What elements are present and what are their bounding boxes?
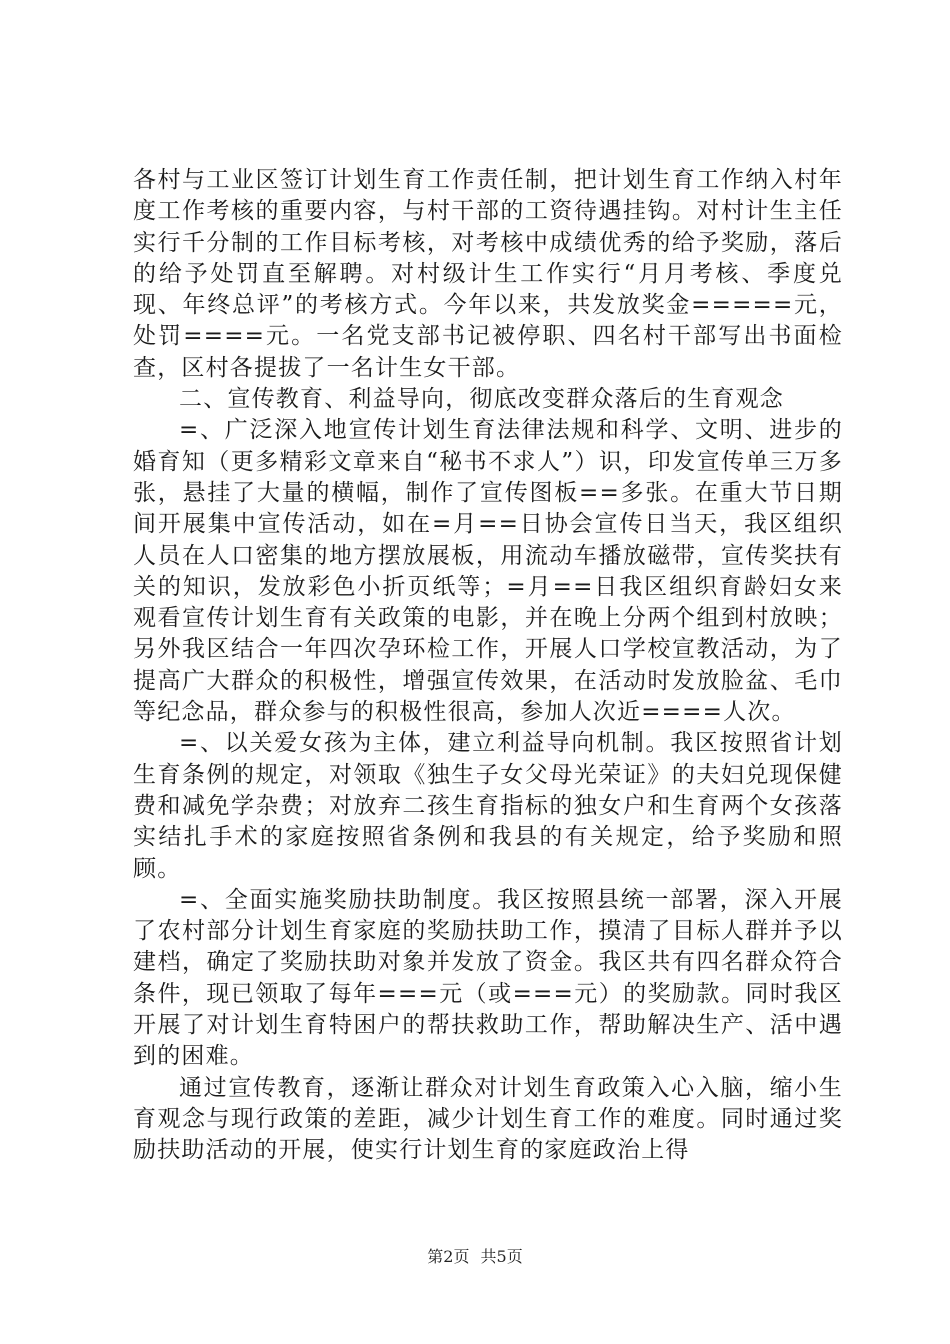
paragraph-publicity-campaign: =、广泛深入地宣传计划生育法律法规和科学、文明、进步的婚育知（更多精彩文章来自“秘书不求人”）识，印发宣传单三万多张，悬挂了大量的横幅，制作了宣传图板==多张。在重大节日期间开展集中宣传活动，如在=月==日协会宣传日当天，我区组织人员在人口密集的地方摆放展板，用流动车播放磁带，宣传奖扶有关的知识，发放彩色小折页纸等；=月==日我区组织育龄妇女来观看宣传计划生育有关政策的电影，并在晚上分两个组到村放映；另外我区结合一年四次孕环检工作，开展人口学校宣教活动，为了提高广大群众的积极性，增强宣传效果，在活动时发放脸盆、毛巾等纪念品，群众参与的积极性很高，参加人次近====人次。 (133, 417, 843, 726)
page-number: 第2页 (427, 1247, 470, 1266)
section-heading-publicity-education: 二、宣传教育、利益导向，彻底改变群众落后的生育观念 (179, 386, 784, 413)
document-body (133, 165, 843, 1167)
page-total: 共5页 (480, 1247, 523, 1266)
paragraph-responsibility-system: 各村与工业区签订计划生育工作责任制，把计划生育工作纳入村年度工作考核的重要内容，与村干部的工资待遇挂钩。对村计生主任实行千分制的工作目标考核，对考核中成绩优秀的给予奖励，落后的给予处罚直至解聘。对村级计生工作实行“月月考核、季度兑现、年终总评”的考核方式。今年以来，共发放奖金=====元，处罚====元。一名党支部书记被停职、四名村干部写出书面检查，区村各提拔了一名计生女干部。 (133, 167, 843, 381)
page-footer (0, 1244, 950, 1267)
paragraph-reward-assistance: =、全面实施奖励扶助制度。我区按照县统一部署，深入开展了农村部分计划生育家庭的奖励扶助工作，摸清了目标人群并予以建档，确定了奖励扶助对象并发放了资金。我区共有四名群众符合条件，现已领取了每年===元（或===元）的奖励款。同时我区开展了对计划生育特困户的帮扶救助工作，帮助解决生产、活中遇到的困难。 (133, 886, 843, 1070)
paragraph-care-for-girls: =、以关爱女孩为主体，建立利益导向机制。我区按照省计划生育条例的规定，对领取《独生子女父母光荣证》的夫妇兑现保健费和减免学杂费；对放弃二孩生育指标的独女户和生育两个女孩落实结扎手术的家庭按照省条例和我县的有关规定，给予奖励和照顾。 (133, 730, 843, 882)
paragraph-summary: 通过宣传教育，逐渐让群众对计划生育政策入心入脑，缩小生育观念与现行政策的差距，减少计划生育工作的难度。同时通过奖励扶助活动的开展，使实行计划生育的家庭政治上得 (133, 1074, 843, 1164)
